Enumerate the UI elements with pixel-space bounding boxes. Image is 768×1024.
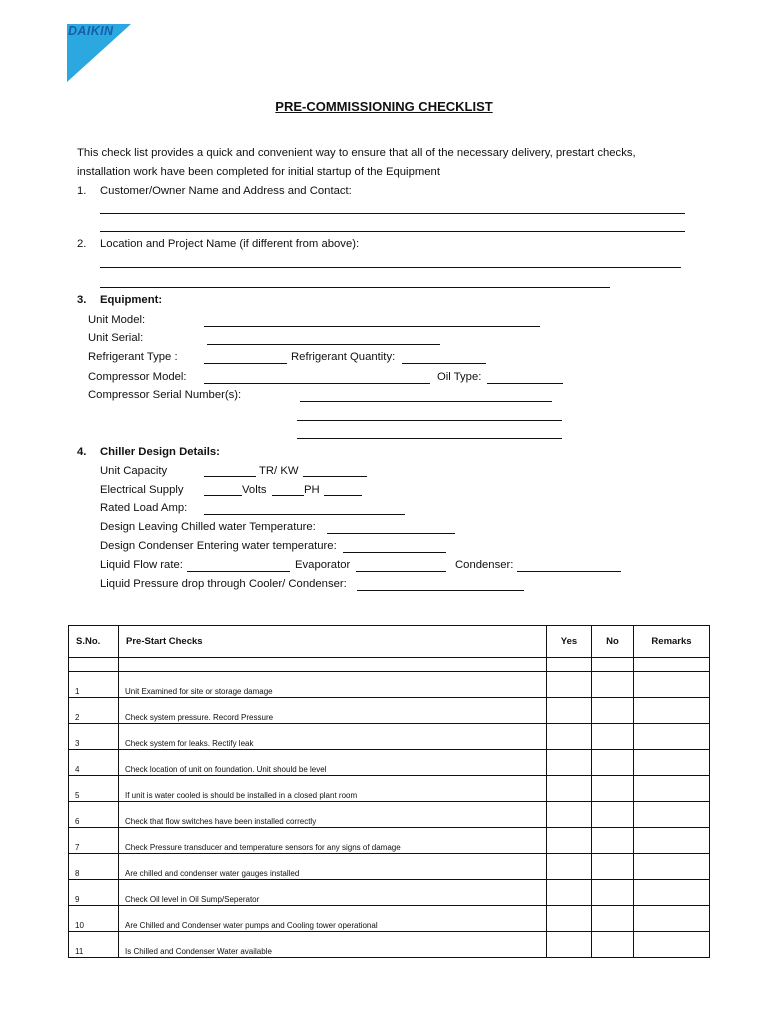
row-check-text	[119, 828, 547, 854]
row-yes-cell[interactable]	[547, 854, 592, 880]
evaporator-label: Evaporator	[295, 559, 351, 571]
oil-type-label: Oil Type:	[437, 371, 482, 383]
condenser-entering-label: Design Condenser Entering water temperature:	[100, 540, 337, 552]
compressor-serial-field-2[interactable]	[297, 420, 562, 421]
row-check-text	[119, 880, 547, 906]
row-sno	[69, 776, 119, 802]
row-remarks-cell[interactable]	[634, 672, 710, 698]
tr-kw-label: TR/ KW	[259, 465, 299, 477]
section-1-label: Customer/Owner Name and Address and Contact:	[100, 185, 352, 197]
row-no-cell[interactable]	[592, 932, 634, 958]
intro-line-1: This check list provides a quick and convenient way to ensure that all of the necessary delivery, prestart checks,	[77, 147, 636, 159]
row-sno	[69, 724, 119, 750]
row-sno-text: 1	[75, 687, 80, 696]
row-sno-text: 11	[75, 947, 84, 956]
row-sno	[69, 880, 119, 906]
row-yes-cell[interactable]	[547, 776, 592, 802]
row-remarks-cell[interactable]	[634, 932, 710, 958]
page-title: PRE-COMMISSIONING CHECKLIST	[275, 99, 493, 114]
ph-field-pre[interactable]	[272, 495, 304, 496]
condenser-label: Condenser:	[455, 559, 514, 571]
row-no-cell[interactable]	[592, 906, 634, 932]
refrigerant-type-field[interactable]	[204, 363, 287, 364]
ph-field[interactable]	[324, 495, 362, 496]
row-check-text	[119, 698, 547, 724]
liquid-flow-rate-field[interactable]	[187, 571, 290, 572]
row-check-text	[119, 906, 547, 932]
row-yes-cell[interactable]	[547, 802, 592, 828]
row-no-cell[interactable]	[592, 776, 634, 802]
table-row	[69, 932, 710, 958]
table-row	[69, 802, 710, 828]
compressor-model-label: Compressor Model:	[88, 371, 187, 383]
row-no-cell[interactable]	[592, 750, 634, 776]
volts-label: Volts	[242, 484, 267, 496]
row-sno-text: 6	[75, 817, 80, 826]
row-sno-text: 9	[75, 895, 80, 904]
row-check-text-text: Is Chilled and Condenser Water available	[125, 947, 272, 956]
section-4-label: Chiller Design Details:	[100, 446, 220, 458]
row-check-text-text: Check system pressure. Record Pressure	[125, 713, 274, 722]
row-sno	[69, 854, 119, 880]
row-sno	[69, 906, 119, 932]
row-check-text-text: Are chilled and condenser water gauges installed	[125, 869, 300, 878]
unit-serial-field[interactable]	[207, 344, 440, 345]
table-row	[69, 776, 710, 802]
row-check-text	[119, 802, 547, 828]
header-checks: Pre-Start Checks	[119, 626, 547, 658]
row-remarks-cell[interactable]	[634, 724, 710, 750]
row-remarks-cell[interactable]	[634, 880, 710, 906]
header-sno: S.No.	[69, 626, 119, 658]
logo-brand-text: DAIKIN	[68, 24, 114, 38]
daikin-logo	[67, 24, 133, 82]
row-yes-cell[interactable]	[547, 906, 592, 932]
compressor-serial-label: Compressor Serial Number(s):	[88, 389, 242, 401]
section-3-label: Equipment:	[100, 294, 163, 306]
refrigerant-quantity-field[interactable]	[402, 363, 486, 364]
table-row	[69, 698, 710, 724]
unit-capacity-label: Unit Capacity	[100, 465, 168, 477]
row-check-text-text: Check location of unit on foundation. Unit should be level	[125, 765, 327, 774]
header-yes: Yes	[547, 626, 592, 658]
ph-label: PH	[304, 484, 320, 496]
table-row	[69, 828, 710, 854]
row-check-text-text: Check Pressure transducer and temperature sensors for any signs of damage	[125, 843, 401, 852]
row-sno-text: 10	[75, 921, 84, 930]
table-row	[69, 854, 710, 880]
row-remarks-cell[interactable]	[634, 906, 710, 932]
row-check-text	[119, 750, 547, 776]
row-sno-text: 3	[75, 739, 80, 748]
row-yes-cell[interactable]	[547, 672, 592, 698]
customer-line-1[interactable]	[100, 213, 685, 214]
row-sno-text: 2	[75, 713, 80, 722]
header-no: No	[592, 626, 634, 658]
compressor-serial-field-3[interactable]	[297, 438, 562, 439]
volts-field[interactable]	[204, 495, 242, 496]
row-sno	[69, 932, 119, 958]
section-2-number: 2.	[77, 238, 87, 250]
refrigerant-type-label: Refrigerant Type :	[88, 351, 178, 363]
table-row	[69, 880, 710, 906]
condenser-field[interactable]	[517, 571, 621, 572]
section-1-number: 1.	[77, 185, 87, 197]
row-sno	[69, 750, 119, 776]
row-sno	[69, 828, 119, 854]
table-row	[69, 724, 710, 750]
refrigerant-quantity-label: Refrigerant Quantity:	[291, 351, 396, 363]
table-row	[69, 750, 710, 776]
pressure-drop-label: Liquid Pressure drop through Cooler/ Condenser:	[100, 578, 347, 590]
pressure-drop-field[interactable]	[357, 590, 524, 591]
section-4-number: 4.	[77, 446, 87, 458]
electrical-supply-label: Electrical Supply	[100, 484, 184, 496]
row-sno	[69, 802, 119, 828]
oil-type-field[interactable]	[487, 383, 563, 384]
row-check-text	[119, 724, 547, 750]
row-sno-text: 4	[75, 765, 80, 774]
row-no-cell[interactable]	[592, 854, 634, 880]
compressor-serial-field-1[interactable]	[300, 401, 552, 402]
row-no-cell[interactable]	[592, 828, 634, 854]
row-remarks-cell[interactable]	[634, 776, 710, 802]
condenser-entering-field[interactable]	[343, 552, 446, 553]
section-2-label: Location and Project Name (if different from above):	[100, 238, 360, 250]
row-sno	[69, 698, 119, 724]
row-yes-cell[interactable]	[547, 750, 592, 776]
liquid-flow-rate-label: Liquid Flow rate:	[100, 559, 183, 571]
unit-model-label: Unit Model:	[88, 314, 146, 326]
row-yes-cell[interactable]	[547, 724, 592, 750]
row-no-cell[interactable]	[592, 880, 634, 906]
row-check-text-text: Unit Examined for site or storage damage	[125, 687, 273, 696]
table-row	[69, 672, 710, 698]
row-remarks-cell[interactable]	[634, 698, 710, 724]
row-sno-text: 5	[75, 791, 80, 800]
row-check-text	[119, 932, 547, 958]
unit-serial-label: Unit Serial:	[88, 332, 144, 344]
section-3-number: 3.	[77, 294, 87, 306]
row-yes-cell[interactable]	[547, 880, 592, 906]
tr-kw-field[interactable]	[303, 476, 367, 477]
unit-model-field[interactable]	[204, 326, 540, 327]
header-remarks: Remarks	[634, 626, 710, 658]
row-check-text	[119, 854, 547, 880]
pre-start-checks-table	[68, 625, 710, 958]
row-no-cell[interactable]	[592, 724, 634, 750]
row-remarks-cell[interactable]	[634, 854, 710, 880]
table-spacer-row	[69, 658, 710, 672]
compressor-model-field[interactable]	[204, 383, 430, 384]
row-check-text-text: If unit is water cooled is should be installed in a closed plant room	[125, 791, 358, 800]
row-sno-text: 7	[75, 843, 80, 852]
row-remarks-cell[interactable]	[634, 828, 710, 854]
location-line-2[interactable]	[100, 287, 610, 288]
row-check-text	[119, 672, 547, 698]
row-no-cell[interactable]	[592, 672, 634, 698]
table-header-row	[69, 626, 710, 658]
intro-line-2: installation work have been completed for initial startup of the Equipment	[77, 166, 440, 178]
leaving-chilled-label: Design Leaving Chilled water Temperature:	[100, 521, 316, 533]
evaporator-field[interactable]	[356, 571, 446, 572]
table-row	[69, 906, 710, 932]
customer-line-2[interactable]	[100, 231, 685, 232]
row-check-text	[119, 776, 547, 802]
row-no-cell[interactable]	[592, 698, 634, 724]
leaving-chilled-field[interactable]	[327, 533, 455, 534]
row-yes-cell[interactable]	[547, 828, 592, 854]
row-yes-cell[interactable]	[547, 698, 592, 724]
unit-capacity-field[interactable]	[204, 476, 256, 477]
row-check-text-text: Check that flow switches have been installed correctly	[125, 817, 317, 826]
rated-load-amp-label: Rated Load Amp:	[100, 502, 188, 514]
location-line-1[interactable]	[100, 267, 681, 268]
row-remarks-cell[interactable]	[634, 802, 710, 828]
row-sno	[69, 672, 119, 698]
row-check-text-text: Check system for leaks. Rectify leak	[125, 739, 254, 748]
row-yes-cell[interactable]	[547, 932, 592, 958]
rated-load-amp-field[interactable]	[204, 514, 405, 515]
row-check-text-text: Are Chilled and Condenser water pumps and Cooling tower operational	[125, 921, 378, 930]
row-check-text-text: Check Oil level in Oil Sump/Seperator	[125, 895, 260, 904]
row-remarks-cell[interactable]	[634, 750, 710, 776]
row-no-cell[interactable]	[592, 802, 634, 828]
row-sno-text: 8	[75, 869, 80, 878]
